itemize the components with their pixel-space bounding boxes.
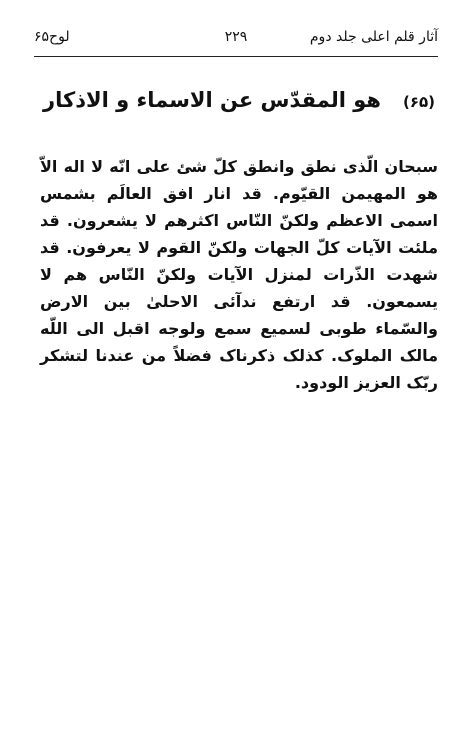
section-number: (۶۵): [402, 93, 435, 111]
page-number: ۲۲۹: [224, 29, 248, 45]
tablet-label: لوح۶۵: [34, 29, 70, 45]
running-header: [34, 28, 438, 56]
section-heading: [43, 88, 435, 112]
body-paragraph: سبحان الّذی نطق وانطق کلّ شئ على انّه لا اله الاّ هو المهیمن القیّوم. قد انار افق العالَم بشمس اسمی الاعظم ولکنّ النّاس اکثرهم لا یشعرون. قد ملئت الآیات کلّ الجهات ولکنّ القوم لا یعرفون. قد شهدت الذّرات لمنزل الآیات ولکنّ النّاس هم لا یسمعون. قد ارتفع ندآئی الاحلیٰ بین الارض والسّماء طوبی لسمیع سمع ولوجه اقبل الی اللّه مالک الملوک. کذلک ذکرناک فضلاً من عندنا لتشکر ربّک العزیز الودود.: [40, 157, 438, 392]
section-title: هو المقدّس عن الاسماء و الاذکار: [43, 88, 381, 112]
book-title: آثار قلم اعلی جلد دوم: [309, 29, 438, 45]
header-rule: [34, 56, 438, 57]
